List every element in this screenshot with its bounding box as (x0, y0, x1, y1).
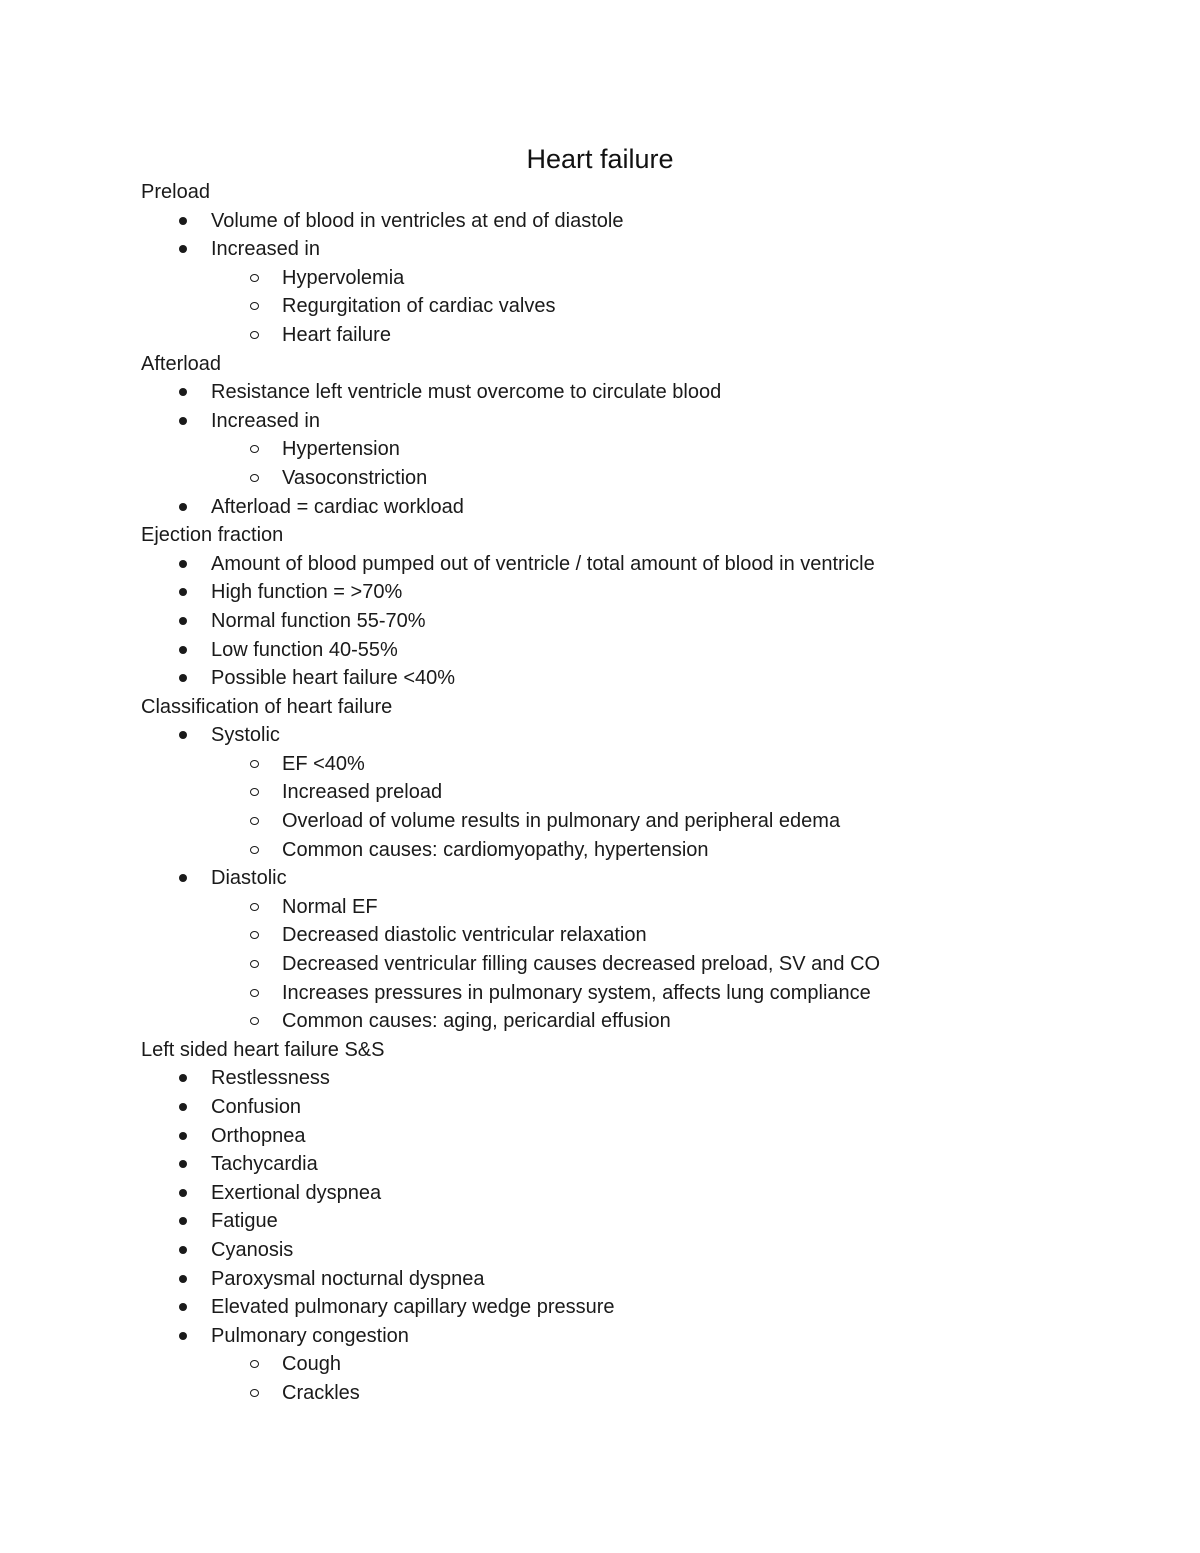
list-item-text: Volume of blood in ventricles at end of diastole (211, 209, 624, 232)
sub-list-item (141, 435, 1141, 464)
list-item-text: Systolic (211, 724, 280, 747)
filled-bullet-icon (179, 1303, 187, 1311)
sub-list-item (141, 1350, 1141, 1379)
filled-bullet-icon (179, 1103, 187, 1111)
list-item-text: Orthopnea (211, 1124, 306, 1147)
list-item (141, 1064, 1141, 1093)
sub-list-item (141, 264, 1141, 293)
hollow-bullet-icon (250, 1389, 259, 1397)
bullet-list (141, 207, 1141, 350)
bullet-list (141, 378, 1141, 521)
sub-list-item-text: Cough (282, 1353, 341, 1376)
list-item (141, 578, 1141, 607)
list-item (141, 493, 1141, 522)
list-item (141, 1322, 1141, 1351)
sub-list-item (141, 1379, 1141, 1408)
section-heading: Preload (141, 181, 210, 203)
list-item-text: Increased in (211, 238, 320, 261)
list-item-text: Normal function 55-70% (211, 609, 426, 632)
sub-list-item (141, 321, 1141, 350)
page-title: Heart failure (526, 144, 674, 174)
list-item (141, 550, 1141, 579)
sub-list-item-text: Crackles (282, 1381, 360, 1404)
list-item (141, 207, 1141, 236)
section (141, 350, 1141, 522)
hollow-bullet-icon (250, 817, 259, 825)
hollow-bullet-icon (250, 931, 259, 939)
section (141, 693, 1141, 1036)
section (141, 521, 1141, 693)
list-item-text: Afterload = cardiac workload (211, 495, 464, 518)
hollow-bullet-icon (250, 846, 259, 854)
filled-bullet-icon (179, 731, 187, 739)
section (141, 178, 1141, 350)
document-body (141, 178, 1141, 1408)
sub-list-item (141, 1007, 1141, 1036)
sub-list-item-text: Increased preload (282, 781, 443, 804)
filled-bullet-icon (179, 588, 187, 596)
sub-list-item (141, 807, 1141, 836)
sub-list-item-text: EF <40% (282, 752, 365, 775)
sub-list-item-text: Increases pressures in pulmonary system, affects lung compliance (282, 981, 871, 1004)
filled-bullet-icon (179, 1160, 187, 1168)
filled-bullet-icon (179, 1275, 187, 1283)
sub-list-item-text: Heart failure (282, 323, 391, 346)
section-heading: Afterload (141, 352, 222, 375)
list-item (141, 1207, 1141, 1236)
list-item-text: Paroxysmal nocturnal dyspnea (211, 1267, 485, 1290)
sub-list-item (141, 750, 1141, 779)
list-item (141, 664, 1141, 693)
hollow-bullet-icon (250, 1360, 259, 1368)
list-item (141, 407, 1141, 436)
hollow-bullet-icon (250, 274, 259, 282)
section-heading: Left sided heart failure S&S (141, 1038, 385, 1061)
section-heading: Classification of heart failure (141, 695, 393, 718)
hollow-bullet-icon (250, 445, 259, 453)
list-item-text: Pulmonary congestion (211, 1324, 409, 1347)
list-item (141, 1122, 1141, 1151)
filled-bullet-icon (179, 674, 187, 682)
list-item-text: Low function 40-55% (211, 638, 398, 661)
filled-bullet-icon (179, 417, 187, 425)
list-item-text: Tachycardia (211, 1153, 318, 1176)
filled-bullet-icon (179, 245, 187, 253)
list-item-text: Diastolic (211, 867, 287, 890)
hollow-bullet-icon (250, 989, 259, 997)
sub-list-item (141, 464, 1141, 493)
list-item (141, 1179, 1141, 1208)
sub-list-item (141, 778, 1141, 807)
list-item-text: Possible heart failure <40% (211, 667, 456, 690)
hollow-bullet-icon (250, 1017, 259, 1025)
list-item-text: Cyanosis (211, 1238, 294, 1261)
list-item-text: Confusion (211, 1096, 302, 1118)
filled-bullet-icon (179, 388, 187, 396)
list-item-text: Increased in (211, 409, 320, 432)
filled-bullet-icon (179, 560, 187, 568)
sub-list-item-text: Hypertension (282, 438, 400, 461)
filled-bullet-icon (179, 1332, 187, 1340)
bullet-list (141, 550, 1141, 693)
filled-bullet-icon (179, 503, 187, 511)
filled-bullet-icon (179, 217, 187, 225)
list-item-text: Exertional dyspnea (211, 1181, 382, 1204)
list-item-text: High function = >70% (211, 581, 403, 604)
list-item (141, 607, 1141, 636)
list-item (141, 378, 1141, 407)
sub-list-item (141, 979, 1141, 1008)
filled-bullet-icon (179, 1217, 187, 1225)
sub-list-item-text: Common causes: aging, pericardial effusion (282, 1010, 671, 1033)
list-item (141, 1236, 1141, 1265)
sub-list-item-text: Hypervolemia (282, 266, 405, 289)
filled-bullet-icon (179, 1189, 187, 1197)
list-item-text: Amount of blood pumped out of ventricle / total amount of blood in ventricle (211, 552, 875, 575)
list-item (141, 1150, 1141, 1179)
list-item (141, 721, 1141, 750)
sub-list-item-text: Decreased ventricular filling causes decreased preload, SV and CO (282, 953, 881, 976)
section (141, 1036, 1141, 1408)
sub-list-item (141, 893, 1141, 922)
sub-list-item-text: Regurgitation of cardiac valves (282, 295, 556, 318)
list-item (141, 1293, 1141, 1322)
sub-list-item (141, 292, 1141, 321)
sub-list-item (141, 921, 1141, 950)
sub-list-item (141, 836, 1141, 865)
list-item (141, 1093, 1141, 1122)
bullet-list (141, 1064, 1141, 1407)
list-item (141, 864, 1141, 893)
filled-bullet-icon (179, 646, 187, 654)
hollow-bullet-icon (250, 788, 259, 796)
list-item (141, 235, 1141, 264)
hollow-bullet-icon (250, 903, 259, 911)
hollow-bullet-icon (250, 760, 259, 768)
filled-bullet-icon (179, 1132, 187, 1140)
filled-bullet-icon (179, 617, 187, 625)
hollow-bullet-icon (250, 960, 259, 968)
sub-list-item-text: Vasoconstriction (282, 466, 428, 489)
list-item-text: Elevated pulmonary capillary wedge pressure (211, 1296, 615, 1319)
sub-list-item-text: Overload of volume results in pulmonary and peripheral edema (282, 810, 841, 833)
filled-bullet-icon (179, 874, 187, 882)
hollow-bullet-icon (250, 474, 259, 482)
list-item-text: Resistance left ventricle must overcome to circulate blood (211, 381, 722, 404)
sub-list-item-text: Normal EF (282, 895, 378, 918)
sub-list-item-text: Common causes: cardiomyopathy, hypertension (282, 838, 709, 861)
list-item-text: Fatigue (211, 1210, 278, 1233)
bullet-list (141, 721, 1141, 1036)
hollow-bullet-icon (250, 302, 259, 310)
filled-bullet-icon (179, 1074, 187, 1082)
list-item-text: Restlessness (211, 1067, 330, 1090)
list-item (141, 1265, 1141, 1294)
hollow-bullet-icon (250, 331, 259, 339)
section-heading: Ejection fraction (141, 524, 284, 547)
sub-list-item-text: Decreased diastolic ventricular relaxation (282, 924, 647, 947)
list-item (141, 636, 1141, 665)
sub-list-item (141, 950, 1141, 979)
filled-bullet-icon (179, 1246, 187, 1254)
